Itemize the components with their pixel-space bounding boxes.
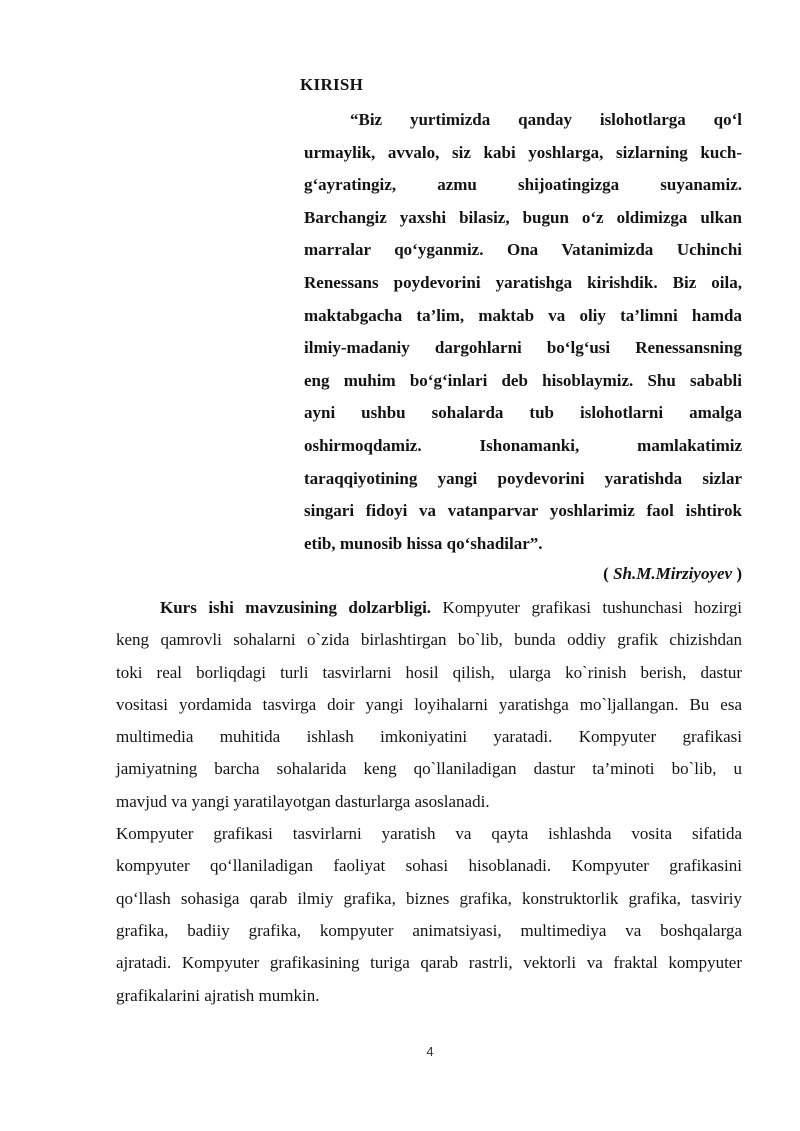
quote-line: etib, munosib hissa qo‘shadilar”. xyxy=(304,533,543,553)
quote-line: “Biz yurtimizda qanday islohotlarga qo‘l xyxy=(350,110,742,129)
body-line: jamiyatning barcha sohalarida keng qo`llaniladigan dastur ta’minoti bo`lib, u xyxy=(116,759,742,779)
body-line: grafikalarini ajratish mumkin. xyxy=(116,985,320,1005)
section-heading: KIRISH xyxy=(300,75,364,94)
body-line: keng qamrovli sohalarni o`zida birlashtirgan bo`lib, bunda oddiy grafik chizishdan xyxy=(116,630,742,650)
quote-line: ayni ushbu sohalarda tub islohotlarni amalga xyxy=(304,403,742,423)
quote-line: maktabgacha ta’lim, maktab va oliy ta’limni hamda xyxy=(304,305,742,325)
quote-line: taraqqiyotining yangi poydevorini yaratishda sizlar xyxy=(304,468,742,488)
quote-line: singari fidoyi va vatanparvar yoshlarimiz faol ishtirok xyxy=(304,501,742,521)
quote-line: Barchangiz yaxshi bilasiz, bugun o‘z oldimizga ulkan xyxy=(304,207,742,227)
body-line: mavjud va yangi yaratilayotgan dasturlarga asoslanadi. xyxy=(116,791,490,811)
paragraph-first-line-text: Kompyuter grafikasi tushunchasi hozirgi xyxy=(431,598,742,617)
body-line: toki real borliqdagi turli tasvirlarni hosil qilish, ularga ko`rinish berish, dastur xyxy=(116,662,742,682)
body-text xyxy=(116,592,742,1012)
quote-line: Renessans poydevorini yaratishga kirishdik. Biz oila, xyxy=(304,272,742,292)
body-line: vositasi yordamida tasvirga doir yangi loyihalarni yaratishga mo`ljallangan. Bu esa xyxy=(116,694,742,714)
page-number: 4 xyxy=(426,1044,434,1059)
body-line: Kompyuter grafikasi tasvirlarni yaratish va qayta ishlashda vosita sifatida xyxy=(116,824,742,844)
quote-line: eng muhim bo‘g‘inlari deb hisoblaymiz. Shu sababli xyxy=(304,370,742,390)
quote-attribution xyxy=(603,564,742,584)
quote-line: oshirmoqdamiz. Ishonamanki, mamlakatimiz xyxy=(304,435,742,455)
body-line: multimedia muhitida ishlash imkoniyatini yaratadi. Kompyuter grafikasi xyxy=(116,727,742,747)
paragraph-first-line xyxy=(116,592,742,624)
attribution-author: Sh.M.Mirziyoyev xyxy=(613,564,733,583)
attribution-close-paren: ) xyxy=(732,564,742,583)
quote-line: ilmiy-madaniy dargohlarni bo‘lg‘usi Renessansning xyxy=(304,338,742,358)
body-line: qo‘llash sohasiga qarab ilmiy grafika, biznes grafika, konstruktorlik grafika, tasviriy xyxy=(116,888,742,908)
quote-line: marralar qo‘yganmiz. Ona Vatanimizda Uchinchi xyxy=(304,240,742,260)
body-line: grafika, badiiy grafika, kompyuter animatsiyasi, multimediya va boshqalarga xyxy=(116,920,742,940)
paragraph-lead-title: Kurs ishi mavzusining dolzarbligi. xyxy=(160,598,432,617)
body-line: ajratadi. Kompyuter grafikasining turiga qarab rastrli, vektorli va fraktal kompyuter xyxy=(116,953,742,973)
epigraph-quote xyxy=(304,104,742,560)
body-line: kompyuter qo‘llaniladigan faoliyat sohasi hisoblanadi. Kompyuter grafikasini xyxy=(116,856,742,876)
quote-line: g‘ayratingiz, azmu shijoatingizga suyanamiz. xyxy=(304,175,742,195)
attribution-open-paren: ( xyxy=(603,564,614,583)
quote-line: urmaylik, avvalo, siz kabi yoshlarga, sizlarning kuch- xyxy=(304,142,742,162)
